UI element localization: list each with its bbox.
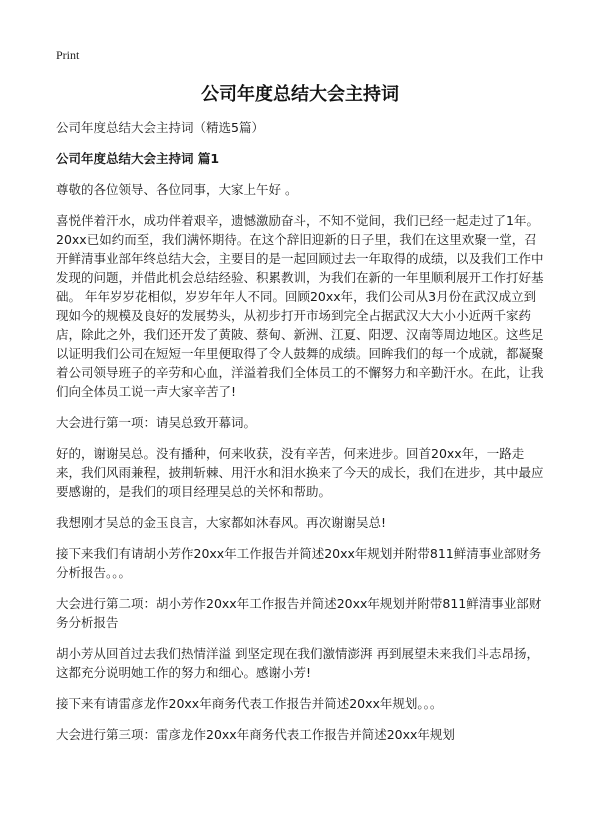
paragraph-item-one: 大会进行第一项：请吴总致开幕词。 (56, 415, 257, 430)
paragraph-praise: 我想刚才吴总的金玉良言，大家都如沐春风。再次谢谢吴总! (56, 515, 387, 530)
paragraph-item-three: 大会进行第三项：雷彦龙作20xx年商务代表工作报告并简述20xx年规划 (56, 727, 455, 742)
paragraph-thanks-hu: 胡小芳从回首过去我们热情洋溢 到坚定现在我们激情澎湃 再到展望未来我们斗志昂扬，这都充分说明她工作的努力和细心。感谢小芳! (56, 646, 539, 680)
print-label: Print (56, 48, 80, 62)
paragraph-thanks-wu: 好的，谢谢吴总。没有播种，何来收获，没有辛苦，何来进步。回首20xx年，一路走来，我们风雨兼程，披荆斩棘、用汗水和泪水换来了今天的成长，我们在进步，其中最应要感谢的，是我们的项目经理吴总的关怀和帮助。 (56, 446, 544, 499)
paragraph-review: 喜悦伴着汗水，成功伴着艰辛，遗憾激励奋斗，不知不觉间，我们已经一起走过了1年。20xx已如约而至，我们满怀期待。在这个辞旧迎新的日子里，我们在这里欢聚一堂，召开鲜清事业部年终总结大会，主要目的是一起回顾过去一年取得的成绩，以及我们工作中发现的问题，并借此机会总结经验、积累教训，为我们在新的一年里顺利展开工作打好基础。 年年岁岁花相似，岁岁年年人不同。回顾20xx年，我们公司从3月份在武汉成立到现如今的规模及良好的发展势头，从初步打开市场到完全占据武汉大大小小近两千家药店，除此之外，我们还开发了黄陂、蔡甸、新洲、江夏、阳逻、汉南等周边地区。这些足以证明我们公司在短短一年里便取得了令人鼓舞的成绩。回眸我们的每一个成就，都凝聚着公司领导班子的辛劳和心血，洋溢着我们全体员工的不懈努力和辛勤汗水。在此，让我们向全体员工说一声大家辛苦了! (56, 213, 544, 399)
document-title: 公司年度总结大会主持词 (201, 84, 399, 105)
paragraph-item-two: 大会进行第二项：胡小芳作20xx年工作报告并简述20xx年规划并附带811鲜清事业部财务分析报告 (56, 596, 542, 630)
paragraph-invite-lei: 接下来有请雷彦龙作20xx年商务代表工作报告并简述20xx年规划。。。 (56, 696, 443, 711)
document-body (56, 118, 546, 756)
document-subtitle: 公司年度总结大会主持词（精选5篇） (56, 120, 264, 135)
section-heading: 公司年度总结大会主持词 篇1 (56, 151, 220, 166)
paragraph-invite-hu: 接下来我们有请胡小芳作20xx年工作报告并简述20xx年规划并附带811鲜清事业部财务分析报告。。。 (56, 546, 542, 580)
paragraph-greeting: 尊敬的各位领导、各位同事，大家上午好 。 (56, 182, 298, 197)
